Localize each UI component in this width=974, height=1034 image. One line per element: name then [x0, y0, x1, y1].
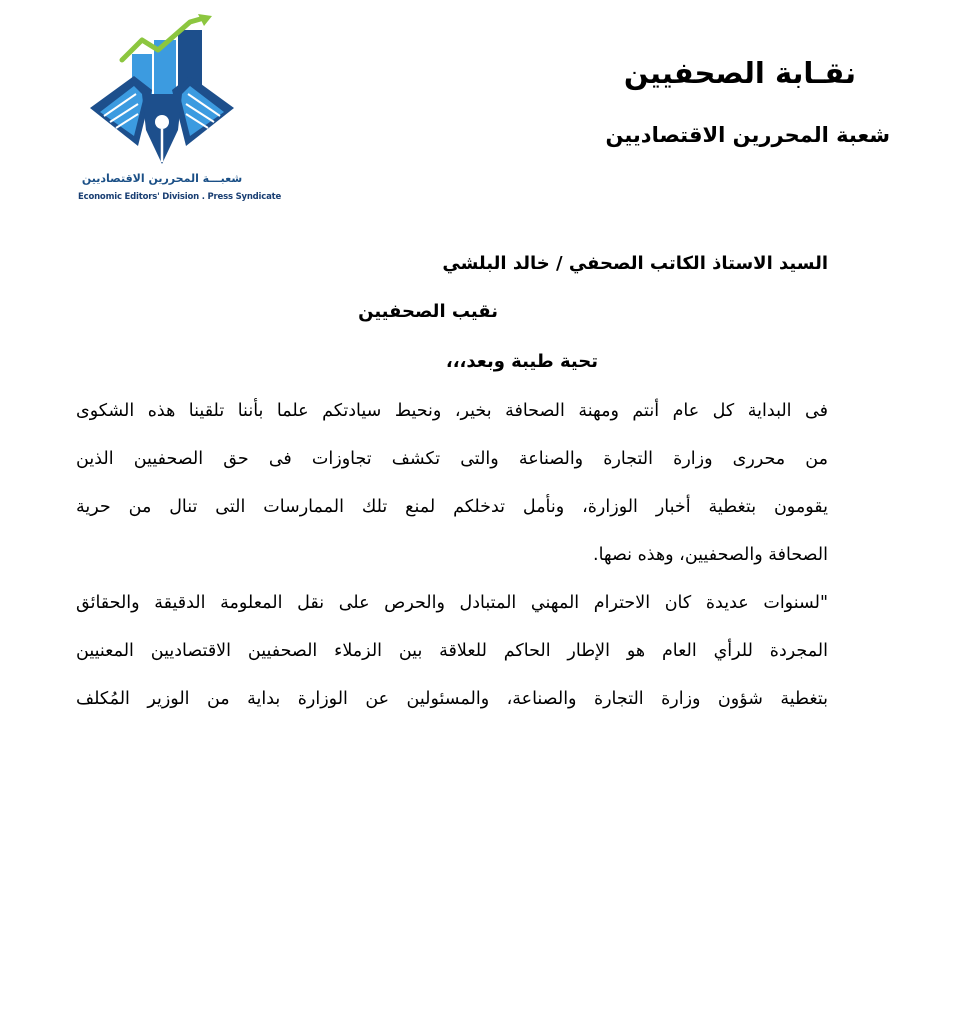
letter-addressee: السيد الاستاذ الكاتب الصحفي / خالد البلشي — [442, 253, 828, 274]
addressee-title: نقيب الصحفيين — [358, 301, 498, 322]
syndicate-logo — [78, 12, 282, 210]
paragraph-line: من محررى وزارة التجارة والصناعة والتى تكشف تجاوزات فى حق الصحفيين الذين — [76, 449, 828, 469]
logo-caption-english: Economic Editors' Division . Press Syndicate — [78, 192, 282, 202]
organization-title: نقـابة الصحفيين — [623, 56, 856, 90]
letter-greeting: تحية طيبة وبعد،،، — [445, 351, 598, 372]
paragraph-line: يقومون بتغطية أخبار الوزارة، ونأمل تدخلكم لمنع تلك الممارسات التى تنال من حرية — [76, 497, 828, 517]
pen-nib-hole — [155, 115, 169, 129]
page-margin-strip — [936, 0, 974, 1034]
paragraph-line: المجردة للرأي العام هو الإطار الحاكم للعلاقة بين الزملاء الصحفيين الاقتصاديين المعنيين — [76, 641, 828, 661]
organization-subtitle: شعبة المحررين الاقتصاديين — [605, 123, 890, 147]
paragraph-line: الصحافة والصحفيين، وهذه نصها. — [593, 545, 828, 565]
paragraph-line: "لسنوات عديدة كان الاحترام المهني المتبادل والحرص على نقل المعلومة الدقيقة والحقائق — [76, 593, 828, 613]
pen-book-chart-icon — [78, 12, 246, 172]
paragraph-line: بتغطية شؤون وزارة التجارة والصناعة، والمسئولين عن الوزارة بداية من الوزير المُكلف — [76, 689, 828, 709]
letter-paragraph-1 — [76, 387, 828, 579]
letter-paragraph-2 — [76, 579, 828, 723]
paragraph-line: فى البداية كل عام أنتم ومهنة الصحافة بخير، ونحيط سيادتكم علما بأننا تلقينا هذه الشكوى — [76, 401, 828, 421]
logo-caption-arabic: شعبـــة المحررين الاقتصاديين — [81, 172, 243, 185]
